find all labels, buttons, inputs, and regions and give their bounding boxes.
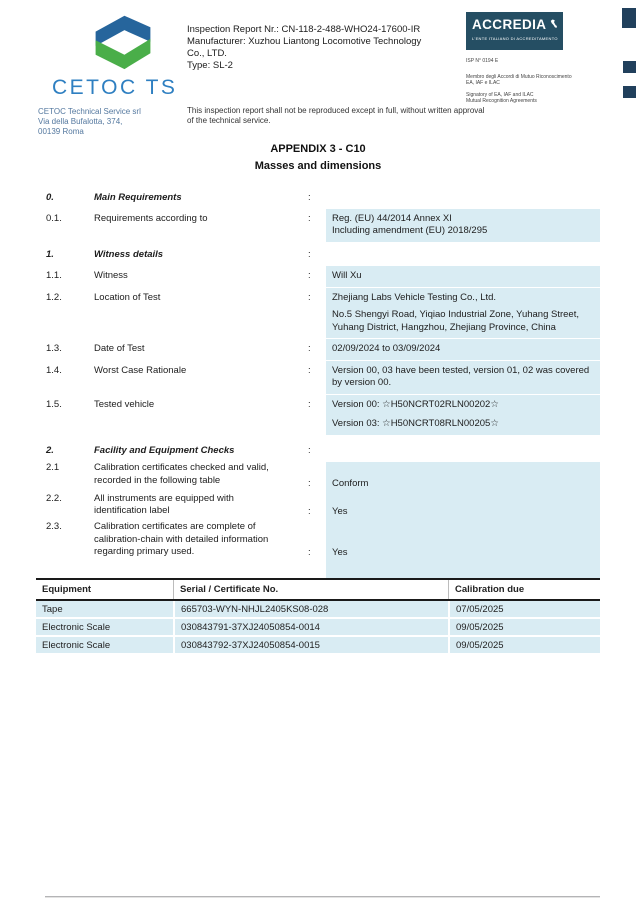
- serial-cell: 030843791-37XJ24050854-0014: [173, 619, 448, 635]
- section-label: Witness: [94, 270, 128, 281]
- section-row-1-3: [46, 339, 600, 360]
- label-line: All instruments are equipped with: [94, 492, 234, 504]
- section-label: Witness details: [94, 248, 164, 260]
- section-number: 1.2.: [46, 291, 62, 303]
- section-label: Worst Case Rationale: [94, 364, 187, 376]
- section-row-2-1: [46, 462, 600, 493]
- section-number: 1.1.: [46, 270, 62, 281]
- equipment-cell: Tape: [42, 603, 63, 615]
- section-label: Requirements according to: [94, 212, 208, 224]
- accreditation-number: ISP N° 0194 E: [466, 58, 499, 64]
- page-footer-rule: [45, 896, 600, 898]
- cetoc-address: [38, 107, 188, 137]
- section-label: [94, 521, 308, 582]
- section-row-0-1: [46, 209, 600, 242]
- value-line: Yes: [332, 547, 348, 558]
- section-value: [326, 288, 600, 339]
- colon-separator: :: [308, 444, 311, 456]
- calibration-due-cell: 09/05/2025: [448, 619, 600, 635]
- section-value: [326, 462, 600, 493]
- cetoc-logo-block: [38, 10, 188, 137]
- section-row-1-5: [46, 395, 600, 435]
- equipment-cell: Electronic Scale: [42, 621, 111, 633]
- colon-separator: :: [308, 270, 311, 281]
- section-value: [326, 209, 600, 242]
- cetoc-logo-icon: [86, 10, 160, 72]
- colon-separator: :: [308, 248, 311, 260]
- section-label: Date of Test: [94, 343, 145, 354]
- column-header-equipment: Equipment: [42, 584, 92, 595]
- report-number-line: Inspection Report Nr.: CN-118-2-488-WHO24-17600-IR: [187, 24, 421, 35]
- section-value: [326, 395, 600, 435]
- value-line: Version 00, 03 have been tested, version 01, 02 was covered by version 00.: [332, 364, 590, 388]
- value-line: 02/09/2024 to 03/09/2024: [332, 343, 441, 354]
- section-row-1-4: [46, 361, 600, 394]
- section-value: [326, 249, 600, 262]
- accredia-block: [466, 12, 618, 104]
- cetoc-logo-text: CETOC TS: [52, 76, 178, 99]
- type-line: Type: SL-2: [187, 60, 233, 71]
- signatory-line: Mutual Recognition Agreements: [466, 98, 537, 104]
- table-row: [36, 637, 600, 655]
- membership-line: EA, IAF e ILAC: [466, 80, 500, 86]
- colon-separator: :: [308, 212, 311, 224]
- appendix-title-block: [0, 143, 636, 172]
- section-value: [326, 445, 600, 458]
- label-line: recorded in the following table: [94, 474, 221, 486]
- section-number: 2.: [46, 444, 54, 456]
- section-row-1-1: [46, 266, 600, 287]
- address-line: Via della Bufalotta, 374,: [38, 117, 123, 126]
- table-row: [36, 619, 600, 637]
- value-line: Version 00: ☆H50NCRT02RLN00202☆: [332, 398, 499, 410]
- manufacturer-line: Manufacturer: Xuzhou Liantong Locomotive Technology: [187, 36, 422, 47]
- section-number: 0.1.: [46, 212, 62, 224]
- section-row-2-3: [46, 521, 600, 582]
- cropped-accreditation-mark: [622, 8, 636, 28]
- value-line: Yes: [332, 505, 348, 517]
- reproduction-notice: This inspection report shall not be reproduced except in full, without written approval of the technical service.: [187, 106, 485, 125]
- section-label: Main Requirements: [94, 192, 182, 203]
- section-number: 2.2.: [46, 492, 62, 504]
- appendix-title: APPENDIX 3 - C10: [270, 143, 366, 155]
- section-row-1-2: [46, 288, 600, 339]
- colon-separator: :: [308, 547, 311, 558]
- colon-separator: :: [308, 505, 311, 517]
- section-label: Facility and Equipment Checks: [94, 444, 235, 456]
- cropped-accreditation-mark: [623, 61, 636, 73]
- label-line: regarding primary used.: [94, 546, 195, 557]
- table-row: [36, 601, 600, 619]
- colon-separator: :: [308, 398, 311, 410]
- colon-separator: :: [308, 478, 311, 489]
- serial-cell: 030843792-37XJ24050854-0015: [173, 637, 448, 653]
- section-heading-0: [46, 192, 600, 205]
- section-label: [94, 462, 308, 493]
- section-value: [326, 361, 600, 394]
- section-label: [94, 493, 308, 522]
- requirements-sections: [46, 192, 600, 582]
- section-number: 2.1: [46, 462, 60, 473]
- section-number: 2.3.: [46, 521, 62, 532]
- section-value: [326, 266, 600, 287]
- accredia-logo-text: ACCREDIA: [472, 17, 547, 32]
- colon-separator: :: [308, 291, 311, 303]
- table-header-row: [36, 578, 600, 601]
- label-line: identification label: [94, 505, 170, 516]
- section-value: [326, 192, 600, 205]
- address-line: CETOC Technical Service srl: [38, 107, 141, 116]
- value-line: Zhejiang Labs Vehicle Testing Co., Ltd.: [332, 291, 497, 303]
- column-header-calibration-due: Calibration due: [448, 580, 600, 599]
- equipment-cell: Electronic Scale: [42, 639, 111, 651]
- section-value: [326, 521, 600, 582]
- signatory-line: Signatory of EA, IAF and ILAC: [466, 92, 534, 98]
- accreditation-signatory: [466, 92, 618, 104]
- section-number: 0.: [46, 192, 54, 203]
- value-line: Including amendment (EU) 2018/295: [332, 225, 488, 236]
- section-number: 1.4.: [46, 364, 62, 376]
- colon-separator: :: [308, 364, 311, 376]
- report-identification: [187, 24, 477, 72]
- section-heading-1: [46, 249, 600, 262]
- membership-line: Membro degli Accordi di Mutuo Riconoscimento: [466, 74, 572, 80]
- accreditation-membership: [466, 74, 618, 86]
- section-value: [326, 493, 600, 522]
- label-line: Calibration certificates are complete of: [94, 521, 256, 532]
- colon-separator: :: [308, 192, 311, 203]
- label-line: calibration-chain with detailed information: [94, 533, 269, 545]
- section-row-2-2: [46, 493, 600, 522]
- calibration-due-cell: 09/05/2025: [448, 637, 600, 653]
- label-line: Calibration certificates checked and valid,: [94, 462, 269, 473]
- accredia-logo: [466, 12, 563, 50]
- manufacturer-line: Co., LTD.: [187, 48, 227, 59]
- value-line: Reg. (EU) 44/2014 Annex XI: [332, 212, 452, 224]
- value-line: Will Xu: [332, 270, 362, 281]
- colon-separator: :: [308, 343, 311, 354]
- section-heading-2: [46, 445, 600, 458]
- italy-map-icon: [550, 16, 558, 33]
- calibration-due-cell: 07/05/2025: [448, 601, 600, 617]
- appendix-subtitle: Masses and dimensions: [254, 160, 382, 172]
- serial-cell: 665703-WYN-NHJL2405KS08-028: [173, 601, 448, 617]
- value-line: Version 03: ☆H50NCRT08RLN00205☆: [332, 418, 499, 429]
- section-number: 1.3.: [46, 343, 62, 354]
- address-line: 00139 Roma: [38, 127, 84, 136]
- section-value: [326, 339, 600, 360]
- value-line: No.5 Shengyi Road, Yiqiao Industrial Zone, Yuhang Street, Yuhang District, Hangzhou, Zhejiang Province, China: [332, 309, 579, 333]
- section-number: 1.5.: [46, 398, 62, 410]
- equipment-table: [36, 578, 600, 655]
- cropped-accreditation-mark: [623, 86, 636, 98]
- accredia-logo-subtext: L'ENTE ITALIANO DI ACCREDITAMENTO: [472, 36, 558, 41]
- column-header-serial: Serial / Certificate No.: [173, 580, 448, 599]
- section-label: Location of Test: [94, 291, 161, 303]
- section-number: 1.: [46, 248, 54, 260]
- section-label: Tested vehicle: [94, 398, 155, 410]
- value-line: Conform: [332, 478, 369, 489]
